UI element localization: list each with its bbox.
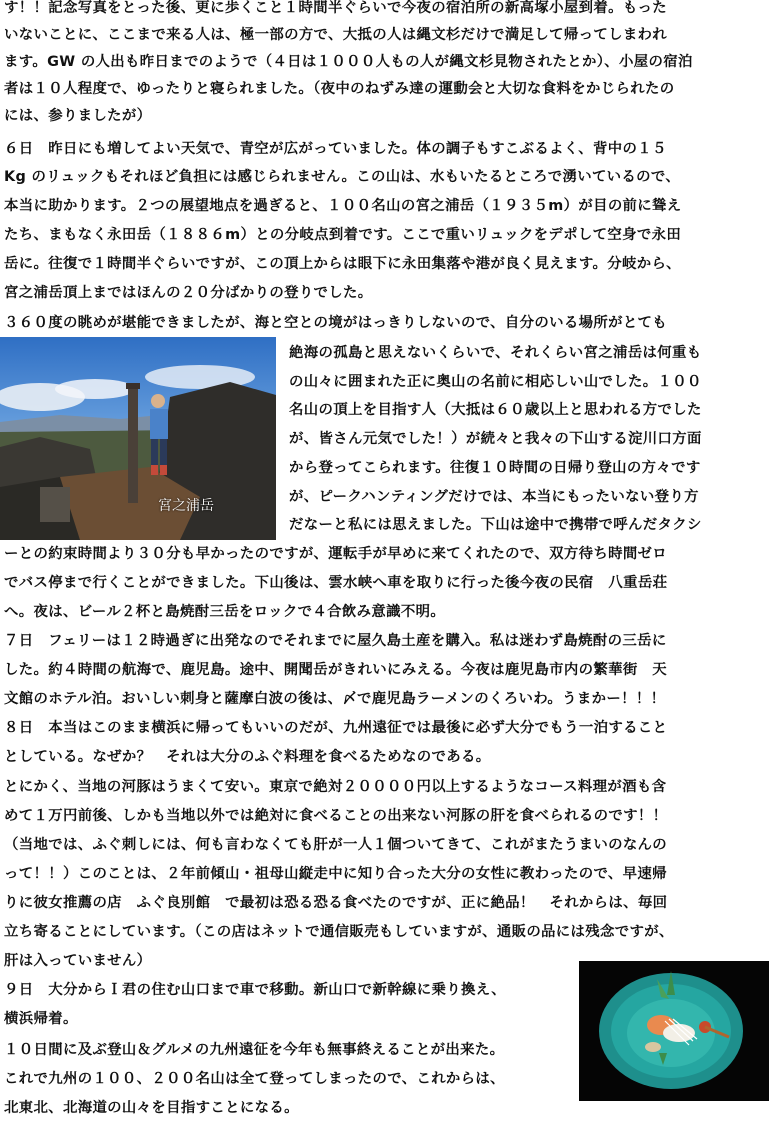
text-line: 肝は入っていません） bbox=[4, 953, 152, 969]
text-line: １０日間に及ぶ登山＆グルメの九州遠征を今年も無事終えることが出来た。 bbox=[4, 1042, 505, 1058]
text-line: ３６０度の眺めが堪能できましたが、海と空との境がはっきりしないので、自分のいる場所がとても bbox=[4, 315, 668, 331]
text-line: が、ピークハンティングだけでは、本当にもったいない登り方 bbox=[289, 489, 699, 505]
text-line: ます。GW の人出も昨日までのようで（４日は１０００人もの人が縄文杉見物されたとか）、小屋の宿泊 bbox=[4, 54, 693, 70]
text-line: Kg のリュックもそれほど負担には感じられません。この山は、水もいたるところで湧いているので、 bbox=[4, 169, 681, 185]
summit-photo-image bbox=[0, 337, 276, 540]
text-line: 岳に。往復で１時間半ぐらいですが、この頂上からは眼下に永田集落や港が良く見えます。分岐から、 bbox=[4, 256, 681, 272]
text-line: の山々に囲まれた正に奥山の名前に相応しい山でした。１００ bbox=[289, 374, 702, 390]
text-line: 者は１０人程度で、ゆったりと寝られました。（夜中のねずみ達の運動会と大切な食料をかじられたの bbox=[4, 81, 675, 97]
text-line: めて１万円前後、しかも当地以外では絶対に食べることの出来ない河豚の肝を食べられるのです！！ bbox=[4, 808, 668, 824]
text-line: へ。夜は、ビール２杯と島焼酎三岳をロックで４合飲み意識不明。 bbox=[4, 604, 446, 620]
text-line: だなーと私には思えました。下山は途中で携帯で呼んだタクシ bbox=[289, 517, 702, 533]
text-line: 宮之浦岳頂上まではほんの２０分ばかりの登りでした。 bbox=[4, 285, 373, 301]
text-line: ーとの約束時間より３０分も早かったのですが、運転手が早めに来てくれたので、双方待ち時間ゼロ bbox=[4, 546, 668, 562]
text-line: とにかく、当地の河豚はうまくて安い。東京で絶対２００００円以上するようなコース料理が酒も含 bbox=[4, 779, 667, 795]
text-line: 本当に助かります。２つの展望地点を過ぎると、１００名山の宮之浦岳（１９３５m）が目の前に聳え bbox=[4, 198, 682, 214]
text-line: 立ち寄ることにしています。（この店はネットで通信販売もしていますが、通販の品には残念ですが、 bbox=[4, 924, 674, 940]
text-line: ８日 本当はこのまま横浜に帰ってもいいのだが、九州遠征では最後に必ず大分でもう一泊すること bbox=[4, 720, 668, 736]
text-line: 横浜帰着。 bbox=[4, 1011, 78, 1027]
text-line: ９日 大分からＩ君の住む山口まで車で移動。新山口で新幹線に乗り換え、 bbox=[4, 982, 507, 998]
text-line: 名山の頂上を目指す人（大抵は６０歳以上と思われる方でした bbox=[289, 402, 702, 418]
text-line: これで九州の１００、２００名山は全て登ってしまったので、これからは、 bbox=[4, 1071, 505, 1087]
photo-caption: 宮之浦岳 bbox=[158, 498, 214, 514]
text-line: した。約４時間の航海で、鹿児島。途中、開聞岳がきれいにみえる。今夜は鹿児島市内の繁華街 天 bbox=[4, 662, 668, 678]
text-line: 絶海の孤島と思えないくらいで、それくらい宮之浦岳は何重も bbox=[289, 345, 702, 361]
text-line: としている。なぜか？ それは大分のふぐ料理を食べるためなのである。 bbox=[4, 749, 491, 765]
text-line: 北東北、北海道の山々を目指すことになる。 bbox=[4, 1100, 299, 1116]
text-line: が、皆さん元気でした！）が続々と我々の下山する淀川口方面 bbox=[289, 431, 702, 447]
text-line: でバス停まで行くことができました。下山後は、雲水峡へ車を取りに行った後今夜の民宿 八重岳荘 bbox=[4, 575, 668, 591]
text-line: ６日 昨日にも増してよい天気で、青空が広がっていました。体の調子もすこぶるよく、背中の１５ bbox=[4, 141, 667, 157]
dish-photo bbox=[579, 961, 769, 1101]
text-line: って！！）このことは、２年前傾山・祖母山縦走中に知り合った大分の女性に教わったので、早速帰 bbox=[4, 866, 667, 882]
text-line: す！！記念写真をとった後、更に歩くこと１時間半ぐらいで今夜の宿泊所の新高塚小屋到着。もった bbox=[4, 0, 668, 16]
text-line: ７日 フェリーは１２時過ぎに出発なのでそれまでに屋久島土産を購入。私は迷わず島焼酎の三岳に bbox=[4, 633, 667, 649]
text-line: 文館のホテル泊。おいしい刺身と薩摩白波の後は、〆で鹿児島ラーメンのくろいわ。うまかー！！！ bbox=[4, 691, 666, 707]
text-line: いないことに、ここまで来る人は、極一部の方で、大抵の人は縄文杉だけで満足して帰ってしまわれ bbox=[4, 27, 668, 43]
text-line: から登ってこられます。往復１０時間の日帰り登山の方々です bbox=[289, 460, 701, 476]
summit-photo bbox=[0, 337, 276, 540]
text-line: には、参りましたが） bbox=[4, 108, 152, 124]
text-line: りに彼女推薦の店 ふぐ良別館 で最初は恐る恐る食べたのですが、正に絶品！ それからは、毎回 bbox=[4, 895, 668, 911]
dish-photo-image bbox=[579, 961, 769, 1101]
text-line: たち、まもなく永田岳（１８８６m）との分岐点到着です。ここで重いリュックをデポして空身で永田 bbox=[4, 227, 682, 243]
text-line: （当地では、ふぐ刺しには、何も言わなくても肝が一人１個ついてきて、これがまたうまいのなんの bbox=[4, 837, 668, 853]
